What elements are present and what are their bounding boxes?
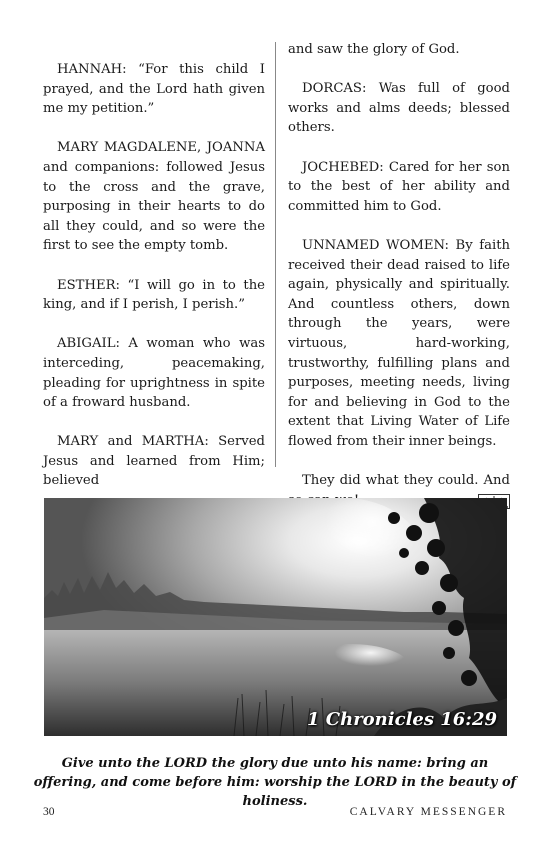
paragraph-hannah: HANNAH: “For this child I prayed, and the Lord hath given me my petition.” — [43, 62, 265, 117]
paragraph-unnamed-women: UNNAMED WOMEN: By faith received their dead raised to life again, physically and spiritually. And countless others, down through the years, were virtuous, hard-working, trustworthy, fulfilling plans and purposes, meeting needs, living for and believing in God to the extent that Living Water of Life flowed from their inner beings. — [288, 237, 510, 449]
column-divider — [275, 42, 276, 467]
paragraph-mary-magdalene: MARY MAGDALENE, JOANNA and companions: followed Jesus to the cross and the grave, purposing in their hearts to do all they could, and so were the first to see the empty tomb. — [43, 140, 265, 254]
paragraph-abigail: ABIGAIL: A woman who was interceding, peacemaking, pleading for uprightness in spite of a froward husband. — [43, 336, 265, 411]
paragraph-mary-martha: MARY and MARTHA: Served Jesus and learned from Him; believed — [43, 434, 265, 489]
paragraph-dorcas: DORCAS: Was full of good works and alms deeds; blessed others. — [288, 81, 510, 136]
magazine-name: CALVARY MESSENGER — [349, 806, 507, 818]
left-column — [43, 60, 265, 511]
scripture-verse: Give unto the LORD the glory due unto his name: bring an offering, and come before him: worship the LORD in the beauty of holiness. — [33, 756, 517, 809]
misty-lake-image — [44, 498, 507, 736]
scripture-reference: 1 Chronicles 16:29 — [306, 709, 497, 730]
closing-text: They did what they could. And — [302, 473, 510, 489]
paragraph-jochebed: JOCHEBED: Cared for her son to the best of her ability and committed him to God. — [288, 159, 510, 214]
lake-photo — [44, 498, 507, 736]
right-column — [288, 40, 510, 530]
page-number: 30 — [43, 806, 55, 818]
paragraph-esther: ESTHER: “I will go in to the king, and if I perish, I perish.” — [43, 277, 265, 313]
paragraph-continuation: and saw the glory of God. — [288, 42, 460, 57]
